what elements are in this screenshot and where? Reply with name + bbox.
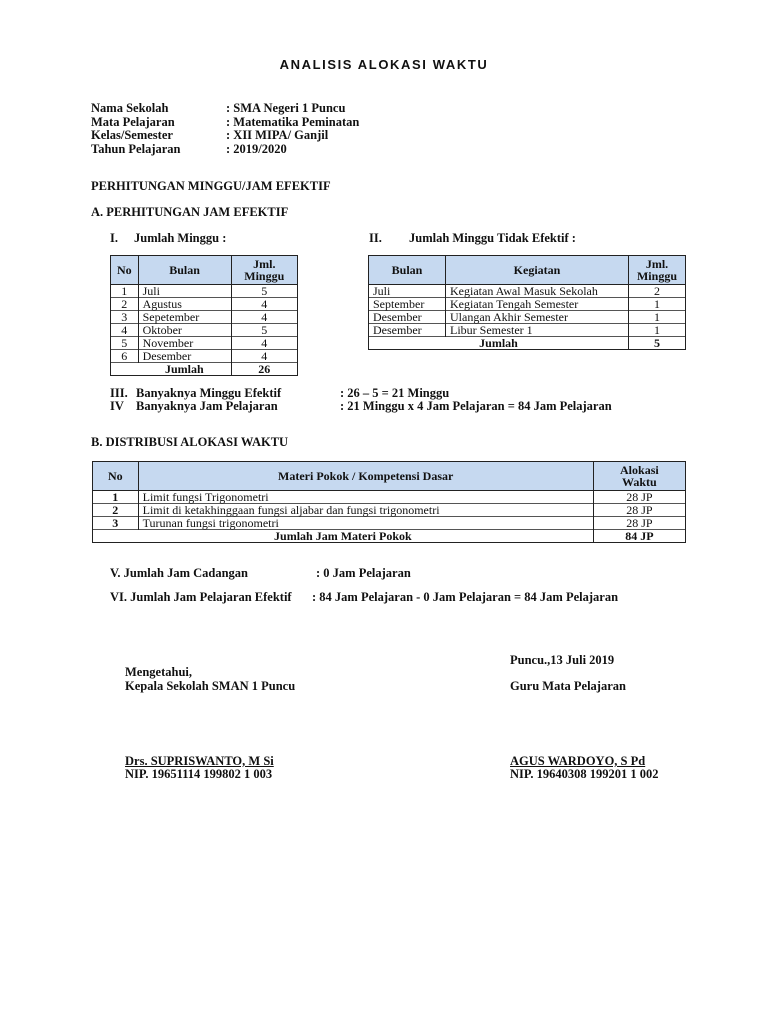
total-label: Jumlah	[138, 363, 231, 376]
col-header-bulan: Bulan	[138, 256, 231, 285]
table-time-allocation	[92, 461, 686, 543]
table-row	[111, 285, 298, 298]
cell-no: 1	[111, 285, 139, 298]
info-row-subject	[91, 116, 359, 130]
table-noneffective-weeks	[368, 255, 686, 350]
cell-no: 2	[93, 504, 139, 517]
teacher-name: AGUS WARDOYO, S Pd	[510, 754, 646, 768]
cell-bulan: November	[138, 337, 231, 350]
cell-bulan: Juli	[369, 285, 446, 298]
cell-no: 6	[111, 350, 139, 363]
cell-bulan: Agustus	[138, 298, 231, 311]
table-row	[369, 298, 686, 311]
cell-jml: 1	[629, 298, 686, 311]
cell-no: 1	[93, 491, 139, 504]
line-vi-label: VI. Jumlah Jam Pelajaran Efektif	[110, 590, 292, 604]
info-label: Nama Sekolah	[91, 101, 169, 115]
total-label: Jumlah Jam Materi Pokok	[93, 530, 594, 543]
table-total-row	[111, 363, 298, 376]
left-sign-line1: Mengetahui,	[125, 665, 193, 679]
cell-materi: Limit fungsi Trigonometri	[138, 491, 593, 504]
info-value: : Matematika Peminatan	[226, 114, 360, 129]
col-header-no: No	[111, 256, 139, 285]
cell-jml: 5	[231, 324, 297, 337]
info-row-class	[91, 129, 359, 143]
cell-jml: 2	[629, 285, 686, 298]
total-label: Jumlah	[369, 337, 629, 350]
headmaster-nip: NIP. 19651114 199802 1 003	[125, 767, 273, 781]
line-iii-label: Banyaknya Minggu Efektif	[136, 386, 282, 400]
total-value: 5	[629, 337, 686, 350]
sub-ii-label: Jumlah Minggu Tidak Efektif :	[409, 231, 576, 245]
sub-i-label: Jumlah Minggu :	[134, 231, 227, 245]
teacher-nip: NIP. 19640308 199201 1 002	[510, 767, 659, 781]
table-weeks	[110, 255, 298, 376]
col-header-jml	[231, 256, 297, 285]
info-value: : SMA Negeri 1 Puncu	[226, 101, 346, 115]
cell-jml: 4	[231, 350, 297, 363]
table-row	[369, 285, 686, 298]
line-iii-value: : 26 – 5 = 21 Minggu	[340, 386, 450, 400]
cell-materi: Limit di ketakhinggaan fungsi aljabar dan fungsi trigonometri	[138, 504, 593, 517]
cell-kegiatan: Kegiatan Awal Masuk Sekolah	[446, 285, 629, 298]
cell-no: 3	[93, 517, 139, 530]
line-v-value: : 0 Jam Pelajaran	[316, 566, 411, 580]
cell-materi: Turunan fungsi trigonometri	[138, 517, 593, 530]
cell-jml: 4	[231, 337, 297, 350]
line-iv-value: : 21 Minggu x 4 Jam Pelajaran = 84 Jam Pelajaran	[340, 399, 612, 413]
table-row	[369, 311, 686, 324]
cell-kegiatan: Ulangan Akhir Semester	[446, 311, 629, 324]
table-row	[111, 337, 298, 350]
cell-jml: 5	[231, 285, 297, 298]
col-header-no: No	[93, 462, 139, 491]
cell-bulan: Desember	[138, 350, 231, 363]
cell-waktu: 28 JP	[593, 517, 685, 530]
info-label: Mata Pelajaran	[91, 114, 175, 129]
col-header-jml-line1: Jml.	[645, 257, 669, 271]
cell-bulan: September	[369, 298, 446, 311]
section-a-heading: A. PERHITUNGAN JAM EFEKTIF	[91, 205, 289, 219]
info-value: : 2019/2020	[226, 141, 287, 156]
cell-bulan: Sepetember	[138, 311, 231, 324]
info-row-year	[91, 143, 359, 157]
col-header-bulan: Bulan	[369, 256, 446, 285]
info-label: Tahun Pelajaran	[91, 141, 181, 156]
sub-i-num: I.	[110, 231, 118, 245]
headmaster-name: Drs. SUPRISWANTO, M Si	[125, 754, 274, 768]
col-header-kegiatan: Kegiatan	[446, 256, 629, 285]
cell-jml: 1	[629, 311, 686, 324]
cell-waktu: 28 JP	[593, 491, 685, 504]
info-label: Kelas/Semester	[91, 128, 173, 142]
col-header-jml-line1: Jml.	[253, 257, 276, 271]
line-iv-num: IV	[110, 399, 124, 413]
table-row	[93, 504, 686, 517]
section-main-heading: PERHITUNGAN MINGGU/JAM EFEKTIF	[91, 179, 331, 193]
info-value: : XII MIPA/ Ganjil	[226, 128, 329, 142]
table-total-row	[93, 530, 686, 543]
school-info	[91, 102, 359, 156]
cell-bulan: Desember	[369, 311, 446, 324]
line-iii-num: III.	[110, 386, 128, 400]
total-value: 84 JP	[593, 530, 685, 543]
cell-kegiatan: Libur Semester 1	[446, 324, 629, 337]
col-header-jml-line2: Minggu	[636, 269, 677, 283]
table-row	[111, 311, 298, 324]
cell-no: 3	[111, 311, 139, 324]
cell-waktu: 28 JP	[593, 504, 685, 517]
table-row	[111, 324, 298, 337]
cell-no: 5	[111, 337, 139, 350]
col-header-jml-line2: Minggu	[244, 269, 285, 283]
info-row-school	[91, 102, 359, 116]
table-row	[111, 350, 298, 363]
right-sign-line2: Guru Mata Pelajaran	[510, 679, 626, 693]
cell-jml: 1	[629, 324, 686, 337]
cell-bulan: Juli	[138, 285, 231, 298]
left-sign-line2: Kepala Sekolah SMAN 1 Puncu	[125, 679, 296, 693]
cell-bulan: Desember	[369, 324, 446, 337]
document-title: ANALISIS ALOKASI WAKTU	[279, 57, 489, 72]
table-row	[111, 298, 298, 311]
col-header-alokasi-line2: Waktu	[622, 475, 657, 489]
line-v-label: V. Jumlah Jam Cadangan	[110, 566, 249, 580]
cell-kegiatan: Kegiatan Tengah Semester	[446, 298, 629, 311]
cell-no: 4	[111, 324, 139, 337]
sub-ii-num: II.	[369, 231, 382, 245]
col-header-jml	[629, 256, 686, 285]
col-header-materi: Materi Pokok / Kompetensi Dasar	[138, 462, 593, 491]
table-row	[93, 491, 686, 504]
table-row	[93, 517, 686, 530]
col-header-alokasi	[593, 462, 685, 491]
cell-jml: 4	[231, 298, 297, 311]
cell-empty	[111, 363, 139, 376]
line-iv-label: Banyaknya Jam Pelajaran	[136, 399, 278, 413]
total-value: 26	[231, 363, 297, 376]
cell-bulan: Oktober	[138, 324, 231, 337]
cell-jml: 4	[231, 311, 297, 324]
table-row	[369, 324, 686, 337]
cell-no: 2	[111, 298, 139, 311]
place-date: Puncu.,13 Juli 2019	[510, 653, 615, 667]
section-b-heading: B. DISTRIBUSI ALOKASI WAKTU	[91, 435, 289, 449]
table-total-row	[369, 337, 686, 350]
col-header-alokasi-line1: Alokasi	[620, 463, 659, 477]
line-vi-value: : 84 Jam Pelajaran - 0 Jam Pelajaran = 84 Jam Pelajaran	[312, 590, 619, 604]
